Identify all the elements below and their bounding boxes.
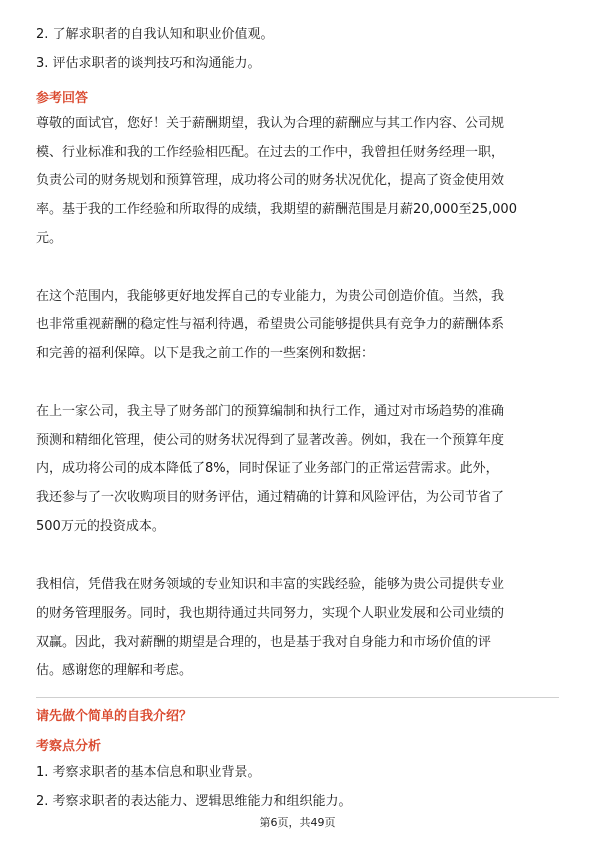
answer-paragraph-1-line-3: 负责公司的财务规划和预算管理，成功将公司的财务状况优化，提高了资金使用效 (36, 173, 505, 188)
answer-paragraph-2-line-2: 也非常重视薪酬的稳定性与福利待遇，希望贵公司能够提供具有竞争力的薪酬体系 (36, 317, 505, 332)
answer-paragraph-3-line-5: 500万元的投资成本。 (36, 519, 165, 534)
evaluation-point-3: 3. 评估求职者的谈判技巧和沟通能力。 (36, 56, 261, 71)
analysis-point-1: 1. 考察求职者的基本信息和职业背景。 (36, 765, 261, 780)
answer-paragraph-2-line-3: 和完善的福利保障。以下是我之前工作的一些案例和数据： (36, 346, 375, 361)
answer-paragraph-3-line-3: 内，成功将公司的成本降低了8%，同时保证了业务部门的正常运营需求。此外， (36, 461, 499, 476)
answer-paragraph-1-line-4: 率。基于我的工作经验和所取得的成绩，我期望的薪酬范围是月薪20,000至25,000 (36, 202, 517, 217)
answer-paragraph-4-line-3: 双赢。因此，我对薪酬的期望是合理的，也是基于我对自身能力和市场价值的评 (36, 635, 492, 650)
analysis-heading: 考察点分析 (36, 739, 102, 754)
answer-paragraph-2-line-1: 在这个范围内，我能够更好地发挥自己的专业能力，为贵公司创造价值。当然，我 (36, 289, 505, 304)
answer-paragraph-1-line-5: 元。 (36, 231, 63, 246)
answer-paragraph-4-line-2: 的财务管理服务。同时，我也期待通过共同努力，实现个人职业发展和公司业绩的 (36, 606, 505, 621)
section-divider (36, 697, 559, 698)
analysis-point-2: 2. 考察求职者的表达能力、逻辑思维能力和组织能力。 (36, 794, 352, 809)
answer-paragraph-1-line-1: 尊敬的面试官，您好！关于薪酬期望，我认为合理的薪酬应与其工作内容、公司规 (36, 116, 505, 131)
answer-paragraph-3-line-2: 预测和精细化管理，使公司的财务状况得到了显著改善。例如，我在一个预算年度 (36, 433, 505, 448)
evaluation-point-2: 2. 了解求职者的自我认知和职业价值观。 (36, 27, 274, 42)
answer-paragraph-4-line-4: 估。感谢您的理解和考虑。 (36, 663, 193, 678)
answer-paragraph-3-line-1: 在上一家公司，我主导了财务部门的预算编制和执行工作，通过对市场趋势的准确 (36, 404, 505, 419)
question-title: 请先做个简单的自我介绍？ (36, 709, 193, 724)
answer-heading: 参考回答 (36, 91, 89, 106)
page-number: 第6页，共49页 (259, 816, 336, 829)
answer-paragraph-1-line-2: 模、行业标准和我的工作经验相匹配。在过去的工作中，我曾担任财务经理一职， (36, 145, 505, 160)
answer-paragraph-4-line-1: 我相信，凭借我在财务领域的专业知识和丰富的实践经验，能够为贵公司提供专业 (36, 577, 505, 592)
answer-paragraph-3-line-4: 我还参与了一次收购项目的财务评估，通过精确的计算和风险评估，为公司节省了 (36, 490, 505, 505)
